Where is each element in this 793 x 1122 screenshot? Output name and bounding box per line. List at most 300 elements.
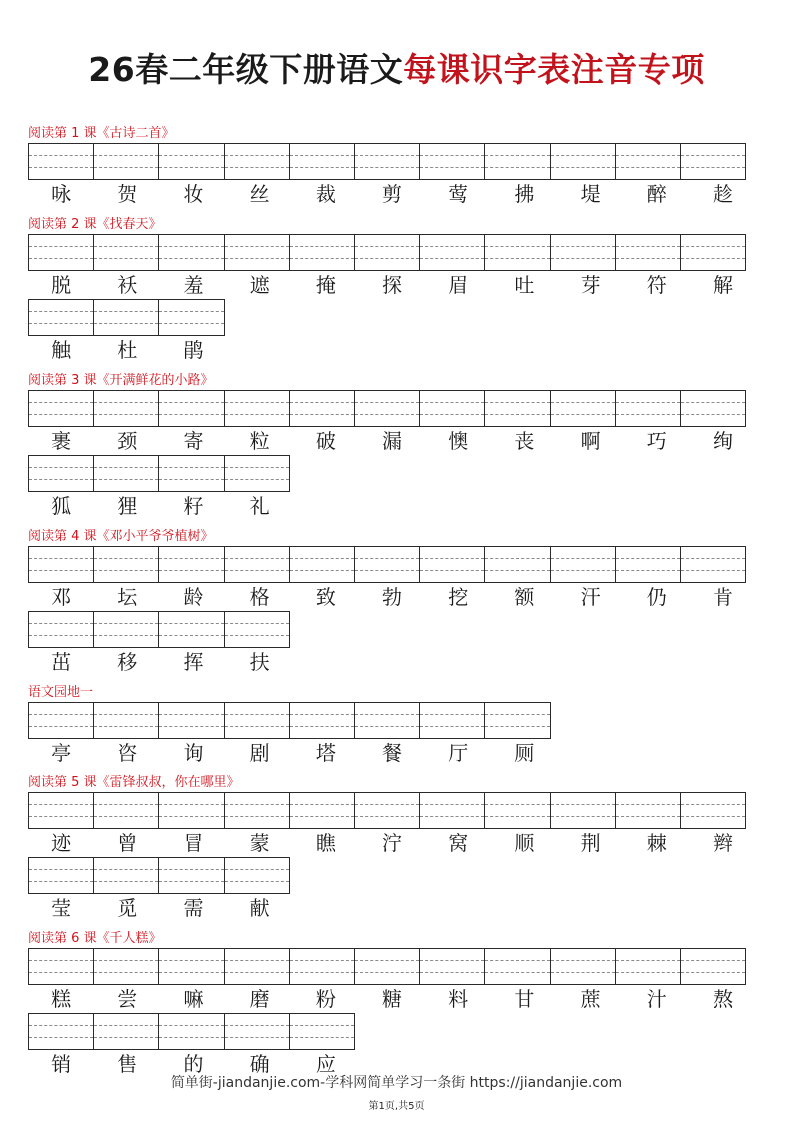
hanzi-character: 破 xyxy=(315,429,336,453)
hanzi-character: 冒 xyxy=(183,831,204,855)
guide-line xyxy=(94,881,158,882)
hanzi-character: 仍 xyxy=(646,585,667,609)
guide-line xyxy=(225,726,289,727)
hanzi-character: 羞 xyxy=(183,273,204,297)
guide-line xyxy=(681,804,745,805)
guide-line xyxy=(159,558,223,559)
lesson-title: 阅读第 4 课《邓小平爷爷植树》 xyxy=(28,529,214,544)
guide-line xyxy=(616,804,680,805)
guide-line xyxy=(290,1025,354,1026)
guide-line xyxy=(420,558,484,559)
guide-line xyxy=(551,258,615,259)
guide-line xyxy=(225,402,289,403)
guide-line xyxy=(681,558,745,559)
pinyin-writing-box xyxy=(484,702,550,739)
guide-line xyxy=(551,804,615,805)
hanzi-character: 符 xyxy=(646,273,667,297)
lesson-title: 语文园地一 xyxy=(28,685,94,700)
pinyin-writing-box xyxy=(224,234,290,271)
guide-line xyxy=(290,726,354,727)
lesson-title: 阅读第 1 课《古诗二首》 xyxy=(28,126,175,141)
pinyin-writing-box xyxy=(158,702,224,739)
hanzi-character: 蔗 xyxy=(580,987,601,1011)
pinyin-writing-box xyxy=(93,702,159,739)
pinyin-writing-box xyxy=(93,455,159,492)
hanzi-character: 吐 xyxy=(514,273,535,297)
guide-line xyxy=(225,804,289,805)
hanzi-character: 迹 xyxy=(51,831,72,855)
guide-line xyxy=(94,714,158,715)
guide-line xyxy=(29,635,93,636)
guide-line xyxy=(681,960,745,961)
pinyin-writing-box xyxy=(484,948,550,985)
pinyin-writing-box xyxy=(550,948,616,985)
pinyin-row xyxy=(28,792,768,857)
hanzi-character: 觅 xyxy=(117,896,138,920)
guide-line xyxy=(681,155,745,156)
pinyin-writing-box xyxy=(354,792,420,829)
hanzi-character: 需 xyxy=(183,896,204,920)
pinyin-writing-box xyxy=(28,143,94,180)
guide-line xyxy=(29,1037,93,1038)
pinyin-writing-box xyxy=(289,1013,355,1050)
pinyin-writing-box xyxy=(28,390,94,427)
guide-line xyxy=(290,570,354,571)
guide-line xyxy=(616,167,680,168)
pinyin-writing-box xyxy=(289,792,355,829)
pinyin-writing-box xyxy=(615,234,681,271)
pinyin-writing-box xyxy=(550,234,616,271)
guide-line xyxy=(29,155,93,156)
guide-line xyxy=(355,726,419,727)
pinyin-writing-box xyxy=(484,546,550,583)
pinyin-writing-box xyxy=(28,234,94,271)
guide-line xyxy=(159,323,223,324)
guide-line xyxy=(225,623,289,624)
pinyin-writing-box xyxy=(224,792,290,829)
hanzi-character: 狸 xyxy=(117,494,138,518)
guide-line xyxy=(225,155,289,156)
guide-line xyxy=(681,570,745,571)
pinyin-box-group xyxy=(28,857,768,894)
guide-line xyxy=(616,402,680,403)
pinyin-writing-box xyxy=(158,611,224,648)
pinyin-writing-box xyxy=(93,857,159,894)
pinyin-writing-box xyxy=(158,390,224,427)
guide-line xyxy=(159,479,223,480)
guide-line xyxy=(159,258,223,259)
hanzi-character: 醉 xyxy=(646,182,667,206)
hanzi-character: 探 xyxy=(382,273,403,297)
lesson-section xyxy=(28,215,768,364)
pinyin-writing-box xyxy=(224,1013,290,1050)
guide-line xyxy=(94,155,158,156)
hanzi-character: 妆 xyxy=(183,182,204,206)
guide-line xyxy=(485,816,549,817)
hanzi-character: 亭 xyxy=(51,741,72,765)
guide-line xyxy=(225,714,289,715)
page-title xyxy=(0,44,793,91)
lesson-title: 阅读第 2 课《找春天》 xyxy=(28,217,162,232)
pinyin-writing-box xyxy=(354,948,420,985)
hanzi-character: 狐 xyxy=(51,494,72,518)
guide-line xyxy=(616,816,680,817)
pinyin-writing-box xyxy=(550,390,616,427)
hanzi-character: 销 xyxy=(51,1052,72,1076)
pinyin-writing-box xyxy=(419,390,485,427)
pinyin-writing-box xyxy=(289,546,355,583)
pinyin-writing-box xyxy=(28,455,94,492)
guide-line xyxy=(29,414,93,415)
guide-line xyxy=(355,558,419,559)
pinyin-writing-box xyxy=(419,702,485,739)
pinyin-writing-box xyxy=(484,390,550,427)
pinyin-writing-box xyxy=(354,143,420,180)
guide-line xyxy=(225,869,289,870)
hanzi-character: 肯 xyxy=(712,585,733,609)
guide-line xyxy=(290,816,354,817)
guide-line xyxy=(420,167,484,168)
guide-line xyxy=(485,558,549,559)
hanzi-character: 巧 xyxy=(646,429,667,453)
guide-line xyxy=(355,972,419,973)
guide-line xyxy=(616,558,680,559)
hanzi-character: 汗 xyxy=(580,585,601,609)
pinyin-writing-box xyxy=(615,948,681,985)
hanzi-character: 芽 xyxy=(580,273,601,297)
pinyin-box-group xyxy=(28,948,768,985)
hanzi-character: 堤 xyxy=(580,182,601,206)
pinyin-writing-box xyxy=(158,792,224,829)
guide-line xyxy=(485,570,549,571)
hanzi-character: 挖 xyxy=(448,585,469,609)
hanzi-character: 懊 xyxy=(448,429,469,453)
guide-line xyxy=(616,155,680,156)
pinyin-writing-box xyxy=(224,455,290,492)
hanzi-character: 眉 xyxy=(448,273,469,297)
guide-line xyxy=(29,869,93,870)
hanzi-character: 确 xyxy=(249,1052,270,1076)
pinyin-writing-box xyxy=(680,792,746,829)
hanzi-character: 挥 xyxy=(183,650,204,674)
pinyin-writing-box xyxy=(93,234,159,271)
pinyin-row xyxy=(28,546,768,611)
guide-line xyxy=(225,558,289,559)
guide-line xyxy=(355,816,419,817)
hanzi-character: 熬 xyxy=(712,987,733,1011)
pinyin-writing-box xyxy=(419,546,485,583)
pinyin-writing-box xyxy=(158,299,224,336)
guide-line xyxy=(94,558,158,559)
guide-line xyxy=(94,960,158,961)
pinyin-writing-box xyxy=(354,234,420,271)
guide-line xyxy=(681,246,745,247)
guide-line xyxy=(551,558,615,559)
hanzi-character: 餐 xyxy=(382,741,403,765)
guide-line xyxy=(355,167,419,168)
pinyin-writing-box xyxy=(289,234,355,271)
guide-line xyxy=(159,311,223,312)
hanzi-character: 料 xyxy=(448,987,469,1011)
hanzi-character: 袄 xyxy=(117,273,138,297)
guide-line xyxy=(94,1037,158,1038)
guide-line xyxy=(159,869,223,870)
guide-line xyxy=(159,714,223,715)
hanzi-character: 趁 xyxy=(712,182,733,206)
guide-line xyxy=(29,323,93,324)
lesson-title: 阅读第 6 课《千人糕》 xyxy=(28,931,162,946)
guide-line xyxy=(29,1025,93,1026)
pinyin-writing-box xyxy=(93,546,159,583)
guide-line xyxy=(616,414,680,415)
guide-line xyxy=(29,479,93,480)
guide-line xyxy=(159,246,223,247)
hanzi-character: 献 xyxy=(249,896,270,920)
pinyin-writing-box xyxy=(224,857,290,894)
footer-page-number: 第1页,共5页 xyxy=(368,1101,425,1112)
guide-line xyxy=(29,804,93,805)
hanzi-character: 塔 xyxy=(315,741,336,765)
pinyin-writing-box xyxy=(550,792,616,829)
guide-line xyxy=(159,1037,223,1038)
guide-line xyxy=(290,246,354,247)
guide-line xyxy=(485,960,549,961)
lesson-section xyxy=(28,527,768,676)
guide-line xyxy=(485,155,549,156)
character-row xyxy=(28,583,768,611)
pinyin-row xyxy=(28,455,768,520)
guide-line xyxy=(159,467,223,468)
hanzi-character: 丧 xyxy=(514,429,535,453)
guide-line xyxy=(94,869,158,870)
guide-line xyxy=(616,960,680,961)
hanzi-character: 剪 xyxy=(382,182,403,206)
pinyin-writing-box xyxy=(680,948,746,985)
pinyin-row xyxy=(28,299,768,364)
guide-line xyxy=(159,635,223,636)
hanzi-character: 触 xyxy=(51,338,72,362)
hanzi-character: 裁 xyxy=(315,182,336,206)
pinyin-writing-box xyxy=(289,702,355,739)
guide-line xyxy=(159,623,223,624)
guide-line xyxy=(420,726,484,727)
pinyin-writing-box xyxy=(28,792,94,829)
hanzi-character: 莹 xyxy=(51,896,72,920)
pinyin-writing-box xyxy=(224,948,290,985)
guide-line xyxy=(94,804,158,805)
pinyin-row xyxy=(28,143,768,208)
guide-line xyxy=(94,258,158,259)
pinyin-writing-box xyxy=(419,234,485,271)
character-row xyxy=(28,648,768,676)
pinyin-writing-box xyxy=(354,702,420,739)
hanzi-character: 顺 xyxy=(514,831,535,855)
pinyin-writing-box xyxy=(484,792,550,829)
hanzi-character: 厅 xyxy=(448,741,469,765)
guide-line xyxy=(159,804,223,805)
guide-line xyxy=(159,960,223,961)
guide-line xyxy=(225,972,289,973)
hanzi-character: 丝 xyxy=(249,182,270,206)
guide-line xyxy=(94,167,158,168)
pinyin-writing-box xyxy=(158,948,224,985)
pinyin-writing-box xyxy=(484,143,550,180)
hanzi-character: 漏 xyxy=(382,429,403,453)
guide-line xyxy=(94,972,158,973)
hanzi-character: 拂 xyxy=(514,182,535,206)
pinyin-writing-box xyxy=(289,143,355,180)
guide-line xyxy=(29,258,93,259)
hanzi-character: 磨 xyxy=(249,987,270,1011)
pinyin-row xyxy=(28,948,768,1013)
guide-line xyxy=(485,714,549,715)
guide-line xyxy=(681,972,745,973)
guide-line xyxy=(94,726,158,727)
guide-line xyxy=(485,972,549,973)
hanzi-character: 裹 xyxy=(51,429,72,453)
pinyin-writing-box xyxy=(28,299,94,336)
guide-line xyxy=(225,414,289,415)
character-row xyxy=(28,271,768,299)
guide-line xyxy=(551,960,615,961)
guide-line xyxy=(159,881,223,882)
guide-line xyxy=(290,960,354,961)
guide-line xyxy=(290,402,354,403)
pinyin-row xyxy=(28,702,768,767)
guide-line xyxy=(551,816,615,817)
guide-line xyxy=(94,623,158,624)
guide-line xyxy=(225,246,289,247)
pinyin-writing-box xyxy=(28,702,94,739)
guide-line xyxy=(290,414,354,415)
character-row xyxy=(28,894,768,922)
guide-line xyxy=(420,155,484,156)
guide-line xyxy=(225,816,289,817)
pinyin-row xyxy=(28,611,768,676)
pinyin-box-group xyxy=(28,455,768,492)
hanzi-character: 汁 xyxy=(646,987,667,1011)
hanzi-character: 啊 xyxy=(580,429,601,453)
pinyin-box-group xyxy=(28,299,768,336)
guide-line xyxy=(94,1025,158,1026)
hanzi-character: 茁 xyxy=(51,650,72,674)
guide-line xyxy=(355,714,419,715)
pinyin-writing-box xyxy=(93,611,159,648)
guide-line xyxy=(290,804,354,805)
lesson-section xyxy=(28,929,768,1078)
guide-line xyxy=(355,414,419,415)
hanzi-character: 贺 xyxy=(117,182,138,206)
guide-line xyxy=(420,414,484,415)
guide-line xyxy=(225,960,289,961)
hanzi-character: 荆 xyxy=(580,831,601,855)
guide-line xyxy=(485,246,549,247)
pinyin-writing-box xyxy=(93,792,159,829)
guide-line xyxy=(159,570,223,571)
lesson-title: 阅读第 3 课《开满鲜花的小路》 xyxy=(28,373,214,388)
hanzi-character: 咏 xyxy=(51,182,72,206)
guide-line xyxy=(551,155,615,156)
guide-line xyxy=(159,402,223,403)
pinyin-writing-box xyxy=(158,143,224,180)
pinyin-writing-box xyxy=(28,857,94,894)
hanzi-character: 糕 xyxy=(51,987,72,1011)
guide-line xyxy=(616,246,680,247)
guide-line xyxy=(94,479,158,480)
hanzi-character: 糖 xyxy=(382,987,403,1011)
guide-line xyxy=(159,972,223,973)
pinyin-writing-box xyxy=(93,948,159,985)
guide-line xyxy=(420,258,484,259)
guide-line xyxy=(29,167,93,168)
pinyin-row xyxy=(28,234,768,299)
guide-line xyxy=(29,246,93,247)
hanzi-character: 询 xyxy=(183,741,204,765)
pinyin-writing-box xyxy=(158,234,224,271)
hanzi-character: 格 xyxy=(249,585,270,609)
hanzi-character: 尝 xyxy=(117,987,138,1011)
pinyin-writing-box xyxy=(419,143,485,180)
pinyin-writing-box xyxy=(224,702,290,739)
footer-site-text: 简单街-jiandanjie.com-学科网简单学习一条街 https://jiandanjie.com xyxy=(170,1075,623,1091)
hanzi-character: 遮 xyxy=(249,273,270,297)
lesson-section xyxy=(28,371,768,520)
guide-line xyxy=(29,972,93,973)
pinyin-writing-box xyxy=(484,234,550,271)
guide-line xyxy=(420,246,484,247)
guide-line xyxy=(290,972,354,973)
guide-line xyxy=(29,467,93,468)
hanzi-character: 绚 xyxy=(712,429,733,453)
guide-line xyxy=(29,881,93,882)
pinyin-writing-box xyxy=(289,948,355,985)
pinyin-writing-box xyxy=(224,390,290,427)
guide-line xyxy=(29,714,93,715)
pinyin-row xyxy=(28,390,768,455)
guide-line xyxy=(29,816,93,817)
guide-line xyxy=(29,623,93,624)
guide-line xyxy=(420,816,484,817)
pinyin-writing-box xyxy=(28,611,94,648)
guide-line xyxy=(29,402,93,403)
title-black-part: 26春二年级下册语文 xyxy=(88,50,404,89)
hanzi-character: 坛 xyxy=(117,585,138,609)
guide-line xyxy=(420,714,484,715)
pinyin-box-group xyxy=(28,546,768,583)
hanzi-character: 移 xyxy=(117,650,138,674)
pinyin-writing-box xyxy=(158,546,224,583)
guide-line xyxy=(355,402,419,403)
pinyin-writing-box xyxy=(550,546,616,583)
character-row xyxy=(28,180,768,208)
hanzi-character: 咨 xyxy=(117,741,138,765)
hanzi-character: 解 xyxy=(712,273,733,297)
pinyin-writing-box xyxy=(680,143,746,180)
hanzi-character: 售 xyxy=(117,1052,138,1076)
guide-line xyxy=(94,246,158,247)
guide-line xyxy=(355,960,419,961)
hanzi-character: 棘 xyxy=(646,831,667,855)
guide-line xyxy=(225,479,289,480)
character-row xyxy=(28,739,768,767)
guide-line xyxy=(681,167,745,168)
guide-line xyxy=(616,972,680,973)
pinyin-writing-box xyxy=(419,948,485,985)
hanzi-character: 籽 xyxy=(183,494,204,518)
character-row xyxy=(28,427,768,455)
pinyin-writing-box xyxy=(615,390,681,427)
pinyin-writing-box xyxy=(289,390,355,427)
